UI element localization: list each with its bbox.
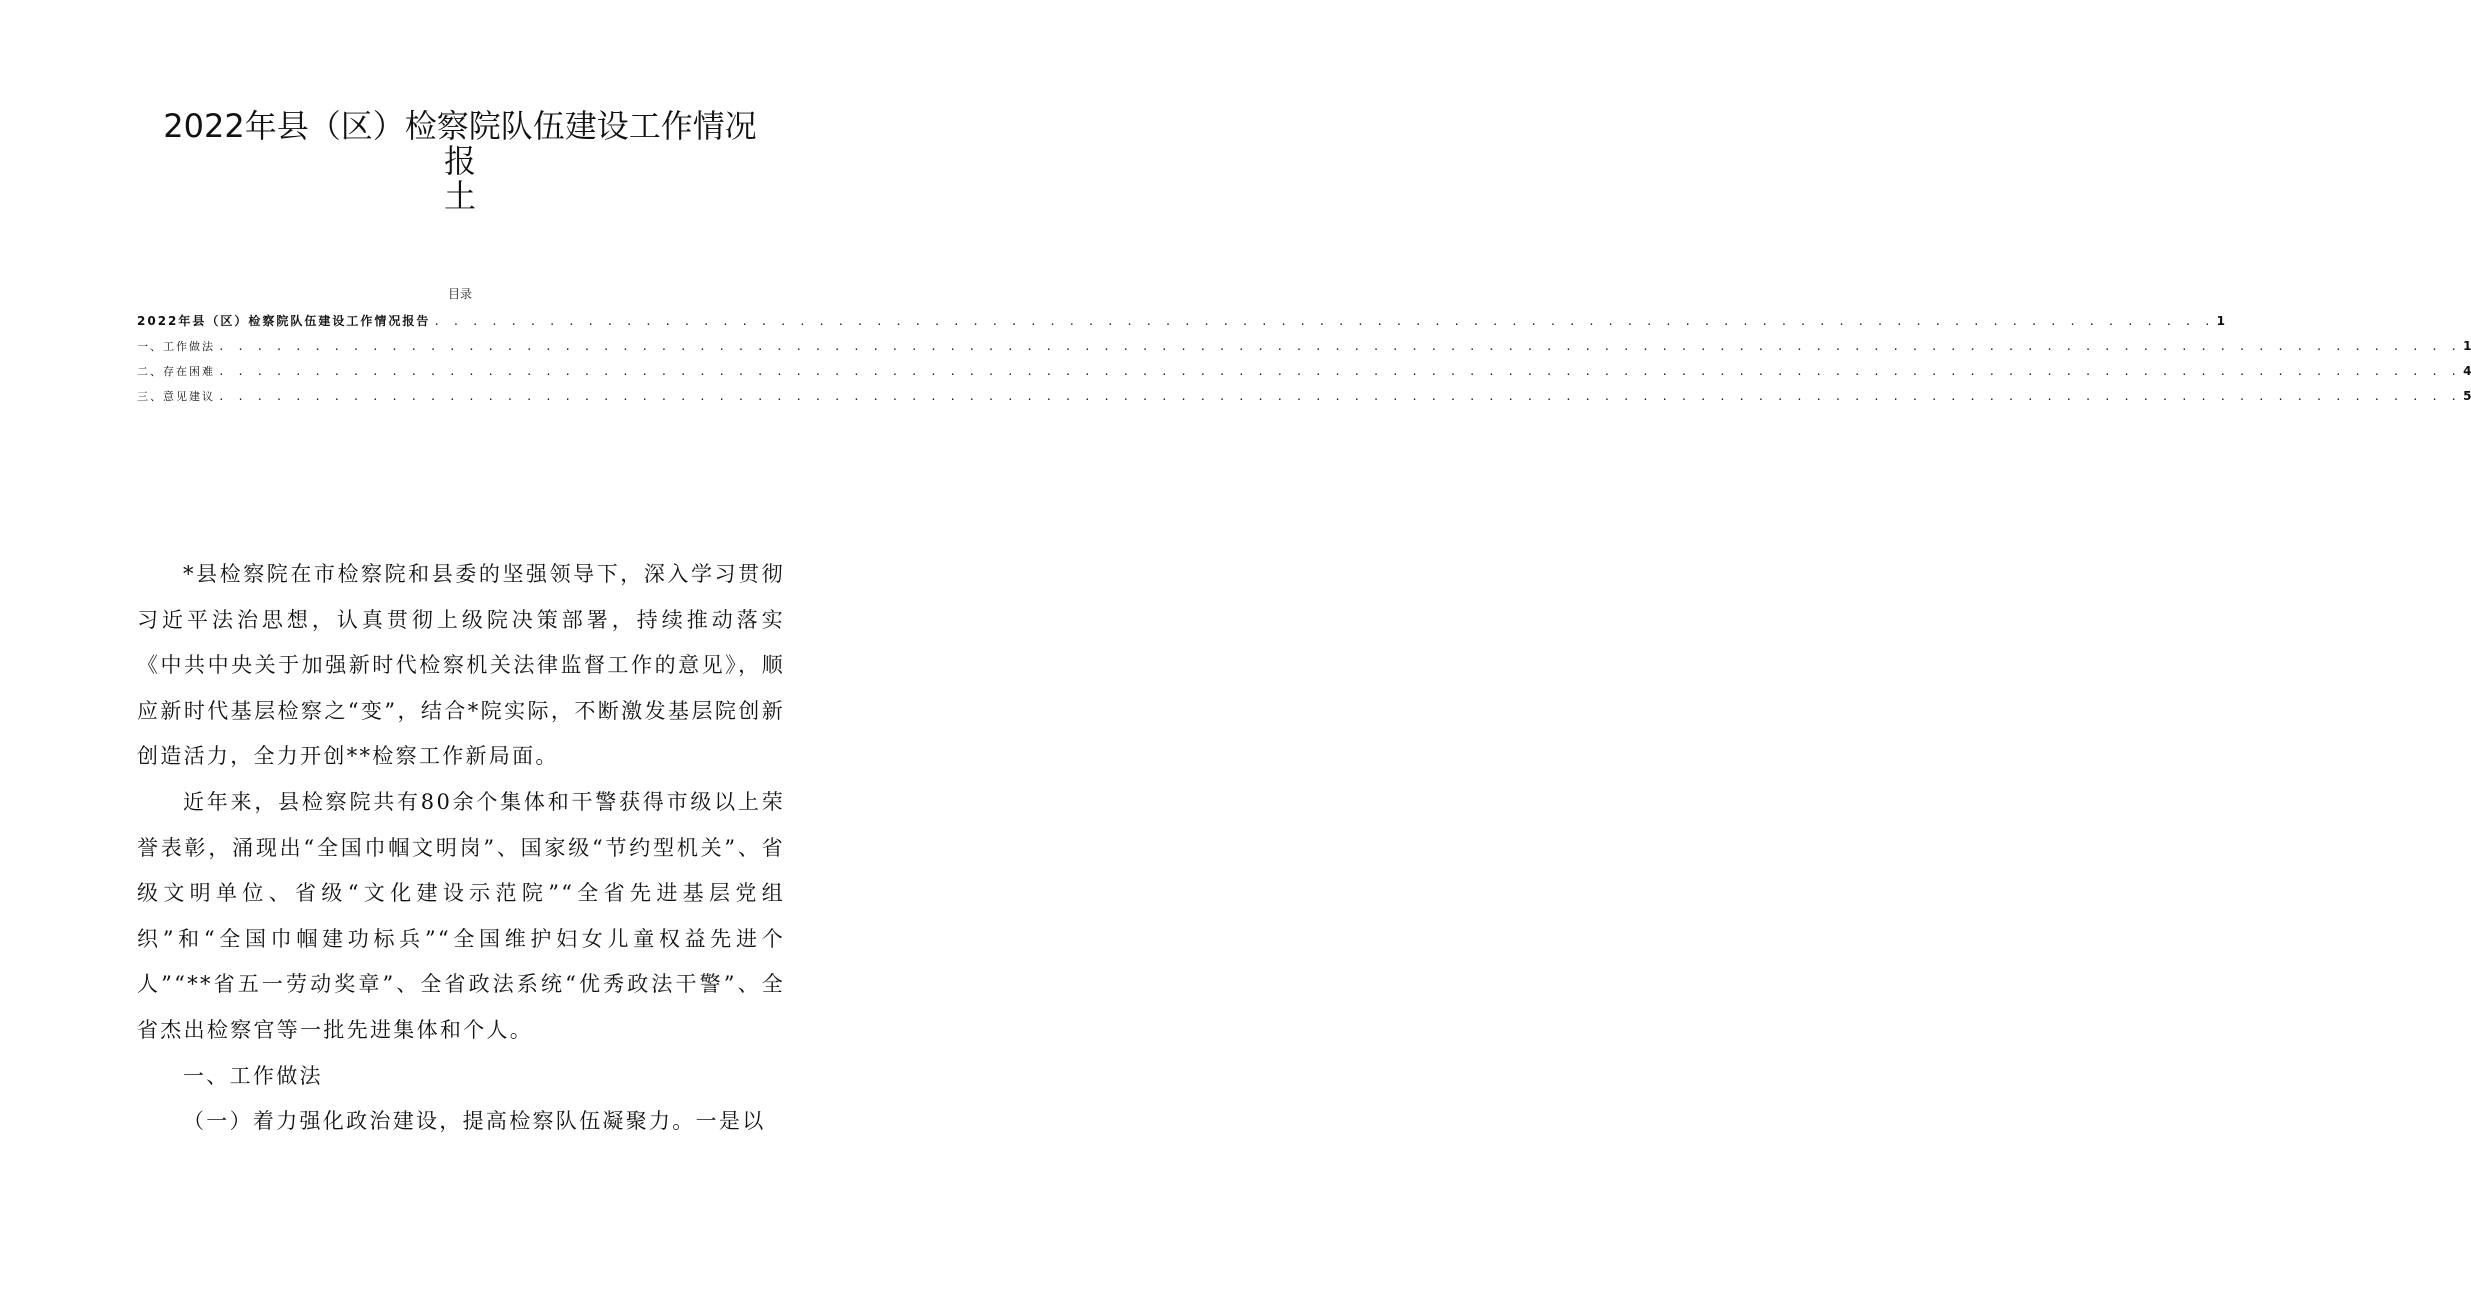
toc-leader-dots: . . . . . . . . . . . . . . . . . . . . . . . . . . . . . . . . . . . . . . . . . . . . . . . . . . . . . . . . . . . . . . . . . . . . . . . . . . . . . . . . . . . . . . . . . . . . . . . . . . . . . . . . . . . . . . . . . . . . . — [218, 390, 2461, 403]
body-paragraph-3: （一）着力强化政治建设，提高检察队伍凝聚力。一是以 — [183, 1109, 766, 1134]
toc-entry[interactable] — [137, 362, 2471, 387]
toc-entry-page: 1 — [2216, 314, 2225, 328]
toc-entry[interactable] — [137, 387, 2471, 412]
toc-entry-page: 4 — [2463, 364, 2471, 378]
toc-entry-page: 1 — [2463, 339, 2471, 353]
document-title-line-3: 土 — [443, 177, 476, 215]
toc-entry-label[interactable]: 二、存在困难 — [137, 365, 215, 378]
toc-entry-label[interactable]: 三、意见建议 — [137, 390, 215, 403]
toc-entry-page: 5 — [2463, 389, 2471, 403]
toc-entry-label[interactable]: 2022年县（区）检察院队伍建设工作情况报告 — [137, 314, 431, 328]
body-paragraph-2: 近年来，县检察院共有80余个集体和干警获得市级以上荣誉表彰，涌现出“全国巾帼文明岗”、国家级“节约型机关”、省级文明单位、省级“文化建设示范院”“全省先进基层党组织”和“全国巾帼建功标兵”“全国维护妇女儿童权益先进个人”“**省五一劳动奖章”、全省政法系统“优秀政法干警”、全省杰出检察官等一批先进集体和个人。 — [137, 789, 785, 1042]
document-body — [137, 552, 785, 1145]
toc-leader-dots: . . . . . . . . . . . . . . . . . . . . . . . . . . . . . . . . . . . . . . . . . . . . . . . . . . . . . . . . . . . . . . . . . . . . . . . . . . . . . . . . . . . . . . . . . . . . . . . . . . . . . . . . . . . . . . . . . . . . . — [218, 365, 2461, 378]
toc-entry[interactable] — [137, 312, 2225, 337]
body-paragraph-1: *县检察院在市检察院和县委的坚强领导下，深入学习贯彻习近平法治思想，认真贯彻上级院决策部署，持续推动落实《中共中央关于加强新时代检察机关法律监督工作的意见》，顺应新时代基层检察之“变”，结合*院实际，不断激发基层院创新创造活力，全力开创**检察工作新局面。 — [137, 562, 785, 769]
toc-entry-label[interactable]: 一、工作做法 — [137, 340, 215, 353]
document-title-line-2: 报 — [443, 142, 476, 180]
toc-entry[interactable] — [137, 337, 2471, 362]
toc-heading: 目录 — [447, 287, 472, 301]
section-heading-work-practices: 一、工作做法 — [183, 1063, 323, 1088]
table-of-contents — [137, 312, 2471, 412]
toc-leader-dots: . . . . . . . . . . . . . . . . . . . . . . . . . . . . . . . . . . . . . . . . . . . . . . . . . . . . . . . . . . . . . . . . . . . . . . . . . . . . . . . . . . . . . . . . . . . . . . . . . . . . . . . . . . . . . . . . . . . . . — [218, 340, 2461, 353]
toc-leader-dots: . . . . . . . . . . . . . . . . . . . . . . . . . . . . . . . . . . . . . . . . . . . . . . . . . . . . . . . . . . . . . . . . . . . . . . . . . . . . . . . . . . . . . . . . . . . . . — [433, 315, 2214, 328]
document-title-line-1: 2022年县（区）检察院队伍建设工作情况 — [163, 107, 757, 145]
